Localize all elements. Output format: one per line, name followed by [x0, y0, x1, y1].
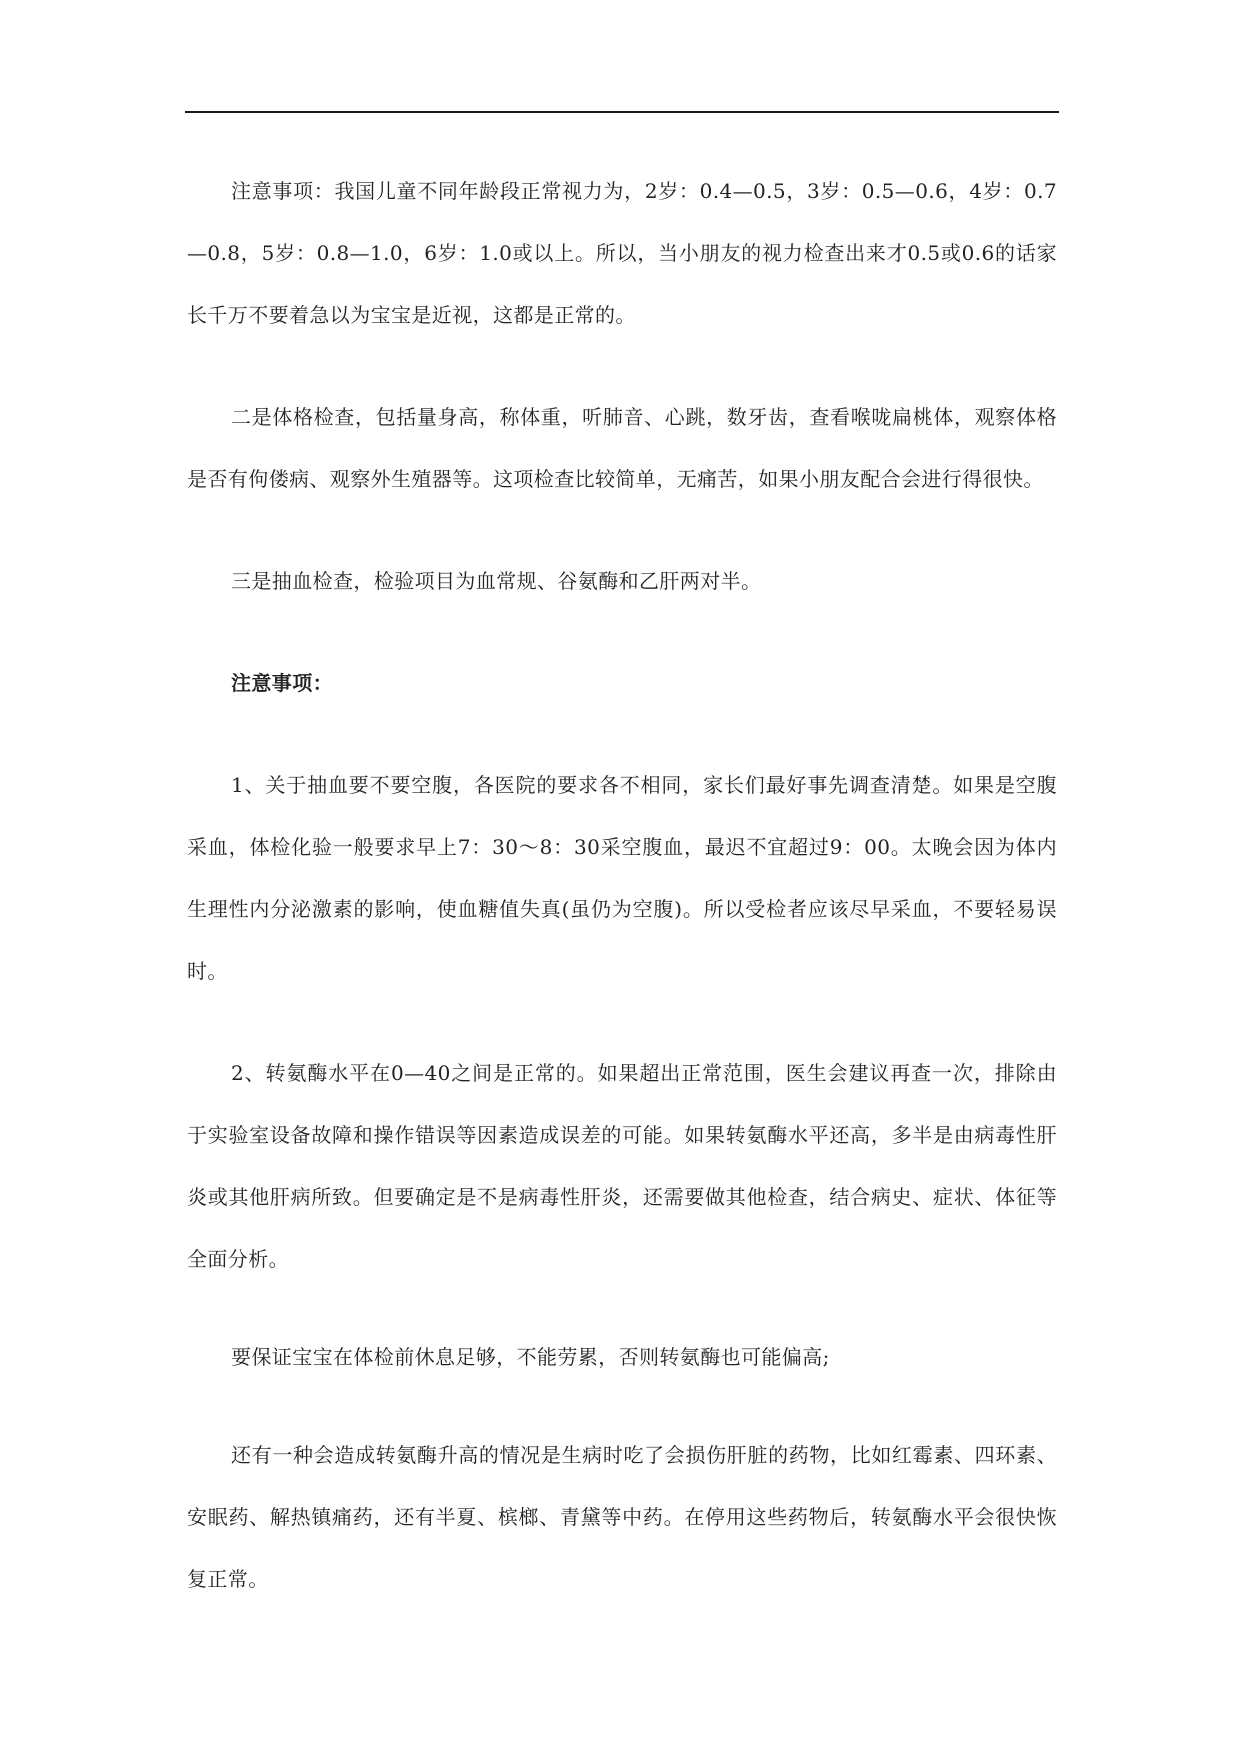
paragraph-spacer [187, 714, 1057, 754]
paragraph-spacer [187, 612, 1057, 652]
paragraph-vision-note: 注意事项：我国儿童不同年龄段正常视力为，2岁：0.4—0.5，3岁：0.5—0.6，4岁：0.7—0.8，5岁：0.8—1.0，6岁：1.0或以上。所以，当小朋友的视力检查出来才0.5或0.6的话家长千万不要着急以为宝宝是近视，这都是正常的。 [187, 179, 1057, 327]
paragraph-transaminase-note: 2、转氨酶水平在0—40之间是正常的。如果超出正常范围，医生会建议再查一次，排除由于实验室设备故障和操作错误等因素造成误差的可能。如果转氨酶水平还高，多半是由病毒性肝炎或其他肝病所致。但要确定是不是病毒性肝炎，还需要做其他检查，结合病史、症状、体征等全面分析。 [187, 1061, 1057, 1271]
header-rule [185, 111, 1059, 113]
paragraph-spacer [187, 1002, 1057, 1042]
paragraph-blood-test: 三是抽血检查，检验项目为血常规、谷氨酶和乙肝两对半。 [231, 569, 762, 593]
section-heading-notes: 注意事项： [231, 671, 333, 695]
paragraph-spacer [187, 1290, 1057, 1326]
paragraph-spacer [187, 510, 1057, 550]
paragraph-medication-note: 还有一种会造成转氨酶升高的情况是生病时吃了会损伤肝脏的药物，比如红霉素、四环素、安眠药、解热镇痛药，还有半夏、槟榔、青黛等中药。在停用这些药物后，转氨酶水平会很快恢复正常。 [187, 1443, 1057, 1591]
paragraph-rest-note: 要保证宝宝在体检前休息足够，不能劳累，否则转氨酶也可能偏高; [231, 1345, 830, 1369]
paragraph-fasting-note: 1、关于抽血要不要空腹，各医院的要求各不相同，家长们最好事先调查清楚。如果是空腹采血，体检化验一般要求早上7：30～8：30采空腹血，最迟不宜超过9：00。太晚会因为体内生理性内分泌激素的影响，使血糖值失真(虽仍为空腹)。所以受检者应该尽早采血，不要轻易误时。 [187, 773, 1057, 983]
paragraph-physical-exam: 二是体格检查，包括量身高，称体重，听肺音、心跳，数牙齿，查看喉咙扁桃体，观察体格是否有佝偻病、观察外生殖器等。这项检查比较简单，无痛苦，如果小朋友配合会进行得很快。 [187, 405, 1057, 491]
document-body [187, 160, 1057, 1610]
paragraph-spacer [187, 1388, 1057, 1424]
paragraph-spacer [187, 346, 1057, 386]
